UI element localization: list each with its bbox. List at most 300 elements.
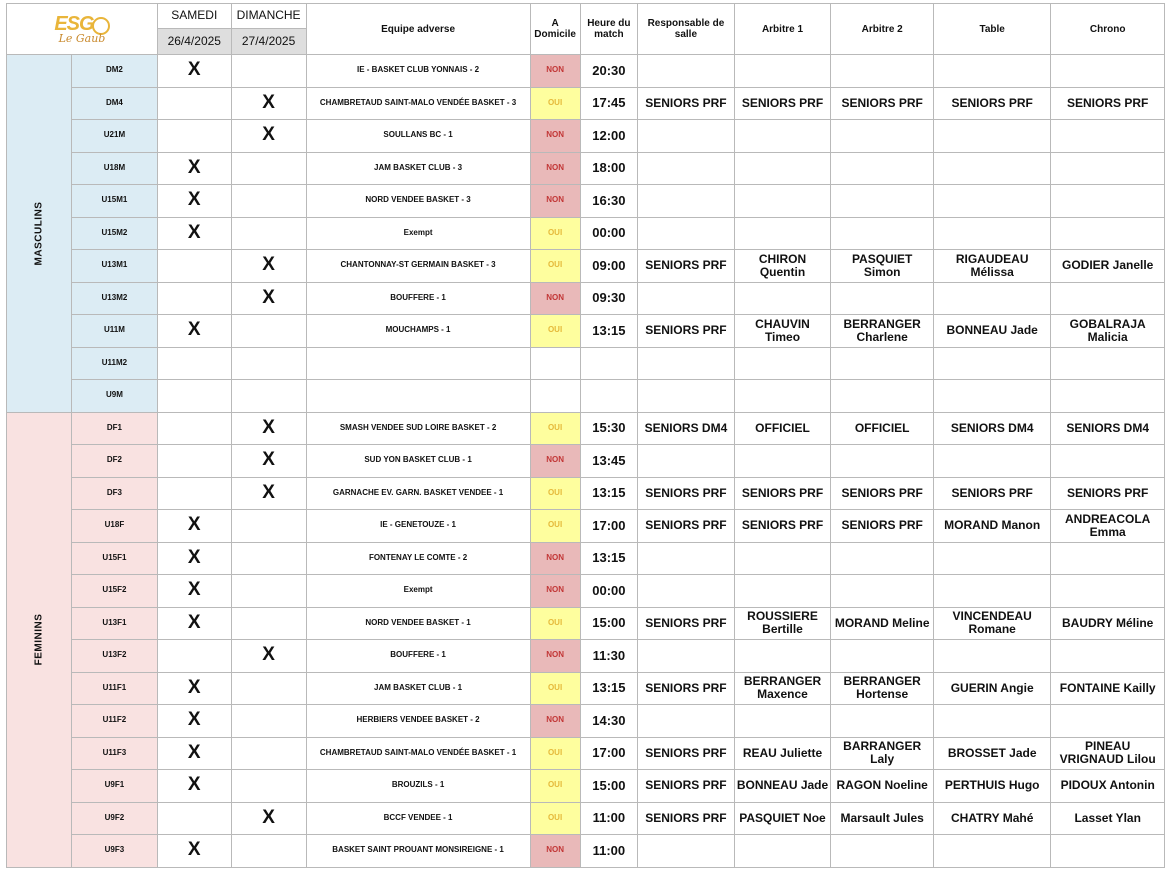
timer-cell: GODIER Janelle [1051, 250, 1165, 283]
team-code: U15F1 [71, 542, 157, 575]
saturday-mark: X [157, 217, 231, 250]
home-cell: OUI [530, 250, 580, 283]
table-cell [933, 542, 1050, 575]
table-header: Table [933, 4, 1050, 55]
team-code: U21M [71, 120, 157, 153]
referee2-cell: RAGON Noeline [831, 770, 934, 803]
referee2-cell [831, 705, 934, 738]
referee2-cell [831, 575, 934, 608]
team-code: U9F3 [71, 835, 157, 868]
timer-cell [1051, 120, 1165, 153]
time-cell: 16:30 [580, 185, 638, 218]
saturday-date: 26/4/2025 [157, 29, 231, 55]
timer-cell [1051, 445, 1165, 478]
table-cell [933, 55, 1050, 88]
sunday-mark [231, 672, 306, 705]
time-cell: 12:00 [580, 120, 638, 153]
schedule-row [7, 87, 1165, 120]
saturday-mark [157, 120, 231, 153]
table-cell [933, 445, 1050, 478]
group-label-cell [7, 412, 72, 867]
opponent-cell: IE - GENETOUZE - 1 [306, 510, 530, 543]
opponent-cell: SUD YON BASKET CLUB - 1 [306, 445, 530, 478]
saturday-mark: X [157, 315, 231, 348]
team-code: U11F1 [71, 672, 157, 705]
home-cell: OUI [530, 607, 580, 640]
opponent-cell: JAM BASKET CLUB - 3 [306, 152, 530, 185]
schedule-row [7, 347, 1165, 380]
sunday-mark [231, 347, 306, 380]
hall-manager-header: Responsable de salle [638, 4, 734, 55]
sunday-mark: X [231, 282, 306, 315]
table-cell [933, 575, 1050, 608]
time-cell: 11:00 [580, 802, 638, 835]
referee2-cell [831, 217, 934, 250]
home-cell: OUI [530, 510, 580, 543]
table-cell [933, 380, 1050, 413]
referee1-cell [734, 282, 831, 315]
referee1-cell [734, 380, 831, 413]
sunday-mark [231, 607, 306, 640]
schedule-row [7, 640, 1165, 673]
opponent-cell: BOUFFERE - 1 [306, 282, 530, 315]
saturday-mark [157, 282, 231, 315]
referee2-cell: BERRANGER Hortense [831, 672, 934, 705]
time-cell: 13:15 [580, 672, 638, 705]
schedule-row [7, 542, 1165, 575]
time-cell: 09:30 [580, 282, 638, 315]
referee1-cell [734, 705, 831, 738]
referee1-cell [734, 217, 831, 250]
table-cell: CHATRY Mahé [933, 802, 1050, 835]
hall-manager-cell: SENIORS PRF [638, 802, 734, 835]
logo-subtitle: Le Gaub [58, 31, 106, 45]
opponent-header: Equipe adverse [306, 4, 530, 55]
referee2-cell [831, 185, 934, 218]
sunday-mark: X [231, 87, 306, 120]
home-cell: NON [530, 185, 580, 218]
schedule-row [7, 737, 1165, 770]
time-cell [580, 380, 638, 413]
sunday-header: DIMANCHE [231, 4, 306, 29]
timer-cell [1051, 380, 1165, 413]
opponent-cell [306, 347, 530, 380]
team-code: U11M [71, 315, 157, 348]
timer-cell [1051, 705, 1165, 738]
referee2-cell: SENIORS PRF [831, 510, 934, 543]
opponent-cell: BASKET SAINT PROUANT MONSIREIGNE - 1 [306, 835, 530, 868]
hall-manager-cell: SENIORS DM4 [638, 412, 734, 445]
referee2-cell [831, 347, 934, 380]
sunday-mark [231, 315, 306, 348]
schedule-row [7, 477, 1165, 510]
saturday-mark: X [157, 575, 231, 608]
saturday-mark: X [157, 510, 231, 543]
hall-manager-cell: SENIORS PRF [638, 770, 734, 803]
team-code: DM4 [71, 87, 157, 120]
referee1-cell: REAU Juliette [734, 737, 831, 770]
opponent-cell [306, 380, 530, 413]
sunday-mark [231, 185, 306, 218]
timer-cell: SENIORS PRF [1051, 87, 1165, 120]
referee2-cell: SENIORS PRF [831, 87, 934, 120]
table-cell [933, 152, 1050, 185]
hall-manager-cell [638, 705, 734, 738]
home-cell: OUI [530, 315, 580, 348]
time-cell: 13:15 [580, 542, 638, 575]
opponent-cell: CHAMBRETAUD SAINT-MALO VENDÉE BASKET - 1 [306, 737, 530, 770]
home-cell: NON [530, 120, 580, 153]
saturday-mark: X [157, 705, 231, 738]
home-cell: NON [530, 835, 580, 868]
opponent-cell: MOUCHAMPS - 1 [306, 315, 530, 348]
referee1-cell: OFFICIEL [734, 412, 831, 445]
referee2-cell [831, 640, 934, 673]
referee1-cell: SENIORS PRF [734, 510, 831, 543]
sunday-mark [231, 217, 306, 250]
timer-cell [1051, 282, 1165, 315]
referee1-cell: SENIORS PRF [734, 477, 831, 510]
timer-header: Chrono [1051, 4, 1165, 55]
sunday-date: 27/4/2025 [231, 29, 306, 55]
referee2-cell: BERRANGER Charlene [831, 315, 934, 348]
referee1-cell [734, 445, 831, 478]
sunday-mark [231, 542, 306, 575]
schedule-row [7, 607, 1165, 640]
timer-cell [1051, 152, 1165, 185]
table-cell [933, 120, 1050, 153]
referee2-cell: BARRANGER Laly [831, 737, 934, 770]
home-cell [530, 380, 580, 413]
referee2-cell: SENIORS PRF [831, 477, 934, 510]
group-label-cell [7, 55, 72, 413]
opponent-cell: BROUZILS - 1 [306, 770, 530, 803]
hall-manager-cell [638, 347, 734, 380]
schedule-row [7, 835, 1165, 868]
hall-manager-cell: SENIORS PRF [638, 510, 734, 543]
team-code: U13F1 [71, 607, 157, 640]
team-code: DF1 [71, 412, 157, 445]
schedule-row [7, 315, 1165, 348]
home-cell: OUI [530, 770, 580, 803]
time-cell: 15:00 [580, 770, 638, 803]
schedule-row [7, 55, 1165, 88]
referee2-cell [831, 380, 934, 413]
sunday-mark [231, 835, 306, 868]
referee1-cell [734, 185, 831, 218]
opponent-cell: SMASH VENDEE SUD LOIRE BASKET - 2 [306, 412, 530, 445]
header-row [7, 4, 1165, 29]
table-cell: SENIORS PRF [933, 477, 1050, 510]
opponent-cell: SOULLANS BC - 1 [306, 120, 530, 153]
club-logo [7, 4, 158, 55]
hall-manager-cell [638, 835, 734, 868]
opponent-cell: FONTENAY LE COMTE - 2 [306, 542, 530, 575]
referee2-cell: Marsault Jules [831, 802, 934, 835]
table-cell [933, 835, 1050, 868]
home-cell: NON [530, 640, 580, 673]
referee2-cell [831, 282, 934, 315]
referee2-cell: OFFICIEL [831, 412, 934, 445]
opponent-cell: CHAMBRETAUD SAINT-MALO VENDÉE BASKET - 3 [306, 87, 530, 120]
home-cell: OUI [530, 802, 580, 835]
sunday-mark [231, 705, 306, 738]
sunday-mark: X [231, 250, 306, 283]
sunday-mark: X [231, 445, 306, 478]
hall-manager-cell: SENIORS PRF [638, 315, 734, 348]
timer-cell: GOBALRAJA Malicia [1051, 315, 1165, 348]
hall-manager-cell: SENIORS PRF [638, 737, 734, 770]
team-code: DM2 [71, 55, 157, 88]
referee2-header: Arbitre 2 [831, 4, 934, 55]
saturday-mark [157, 87, 231, 120]
opponent-cell: JAM BASKET CLUB - 1 [306, 672, 530, 705]
referee2-cell [831, 55, 934, 88]
hall-manager-cell: SENIORS PRF [638, 87, 734, 120]
schedule-row [7, 705, 1165, 738]
referee1-cell [734, 542, 831, 575]
time-cell: 11:00 [580, 835, 638, 868]
home-cell: NON [530, 542, 580, 575]
time-cell: 20:30 [580, 55, 638, 88]
saturday-mark: X [157, 185, 231, 218]
logo-brand: ESG [54, 12, 94, 35]
saturday-mark [157, 250, 231, 283]
time-cell [580, 347, 638, 380]
timer-cell [1051, 347, 1165, 380]
team-code: U11M2 [71, 347, 157, 380]
time-cell: 13:45 [580, 445, 638, 478]
sunday-mark: X [231, 120, 306, 153]
time-cell: 09:00 [580, 250, 638, 283]
group-label: MASCULINS [33, 201, 45, 266]
home-header: A Domicile [530, 4, 580, 55]
timer-cell: BAUDRY Méline [1051, 607, 1165, 640]
home-cell: OUI [530, 477, 580, 510]
time-cell: 15:30 [580, 412, 638, 445]
hall-manager-cell [638, 575, 734, 608]
sunday-mark [231, 380, 306, 413]
schedule-row [7, 185, 1165, 218]
timer-cell: ANDREACOLA Emma [1051, 510, 1165, 543]
hall-manager-cell [638, 55, 734, 88]
table-cell: RIGAUDEAU Mélissa [933, 250, 1050, 283]
sunday-mark: X [231, 412, 306, 445]
time-cell: 17:00 [580, 510, 638, 543]
time-cell: 00:00 [580, 575, 638, 608]
home-cell: NON [530, 282, 580, 315]
opponent-cell: BCCF VENDEE - 1 [306, 802, 530, 835]
saturday-mark [157, 477, 231, 510]
schedule-row [7, 510, 1165, 543]
table-cell [933, 185, 1050, 218]
schedule-row [7, 412, 1165, 445]
schedule-row [7, 152, 1165, 185]
saturday-mark [157, 802, 231, 835]
team-code: U13M2 [71, 282, 157, 315]
table-cell: PERTHUIS Hugo [933, 770, 1050, 803]
hall-manager-cell [638, 640, 734, 673]
referee1-cell [734, 575, 831, 608]
timer-cell [1051, 185, 1165, 218]
referee1-cell: ROUSSIERE Bertille [734, 607, 831, 640]
saturday-header: SAMEDI [157, 4, 231, 29]
saturday-mark: X [157, 607, 231, 640]
opponent-cell: Exempt [306, 217, 530, 250]
hall-manager-cell [638, 120, 734, 153]
team-code: U18M [71, 152, 157, 185]
hall-manager-cell [638, 282, 734, 315]
referee1-cell [734, 347, 831, 380]
referee2-cell: PASQUIET Simon [831, 250, 934, 283]
timer-cell: PINEAU VRIGNAUD Lilou [1051, 737, 1165, 770]
saturday-mark [157, 412, 231, 445]
table-cell [933, 347, 1050, 380]
time-header: Heure du match [580, 4, 638, 55]
match-schedule-table [6, 3, 1165, 868]
referee2-cell: MORAND Meline [831, 607, 934, 640]
team-code: U9F1 [71, 770, 157, 803]
saturday-mark: X [157, 55, 231, 88]
timer-cell: SENIORS PRF [1051, 477, 1165, 510]
team-code: DF2 [71, 445, 157, 478]
hall-manager-cell: SENIORS PRF [638, 672, 734, 705]
time-cell: 17:45 [580, 87, 638, 120]
team-code: U15F2 [71, 575, 157, 608]
referee1-cell: CHAUVIN Timeo [734, 315, 831, 348]
time-cell: 00:00 [580, 217, 638, 250]
saturday-mark: X [157, 672, 231, 705]
hall-manager-cell [638, 445, 734, 478]
sunday-mark [231, 152, 306, 185]
opponent-cell: CHANTONNAY-ST GERMAIN BASKET - 3 [306, 250, 530, 283]
sunday-mark: X [231, 802, 306, 835]
time-cell: 18:00 [580, 152, 638, 185]
sunday-mark [231, 510, 306, 543]
time-cell: 11:30 [580, 640, 638, 673]
home-cell [530, 347, 580, 380]
referee1-cell: BERRANGER Maxence [734, 672, 831, 705]
home-cell: OUI [530, 672, 580, 705]
schedule-row [7, 250, 1165, 283]
referee1-cell [734, 120, 831, 153]
table-cell: VINCENDEAU Romane [933, 607, 1050, 640]
team-code: U15M1 [71, 185, 157, 218]
table-cell: SENIORS DM4 [933, 412, 1050, 445]
opponent-cell: Exempt [306, 575, 530, 608]
saturday-mark: X [157, 737, 231, 770]
referee1-header: Arbitre 1 [734, 4, 831, 55]
table-cell [933, 705, 1050, 738]
opponent-cell: IE - BASKET CLUB YONNAIS - 2 [306, 55, 530, 88]
schedule-row [7, 770, 1165, 803]
referee2-cell [831, 542, 934, 575]
home-cell: NON [530, 705, 580, 738]
referee2-cell [831, 152, 934, 185]
team-code: DF3 [71, 477, 157, 510]
hall-manager-cell: SENIORS PRF [638, 477, 734, 510]
saturday-mark: X [157, 835, 231, 868]
team-code: U13F2 [71, 640, 157, 673]
schedule-row [7, 672, 1165, 705]
table-cell [933, 217, 1050, 250]
group-label: FEMININS [33, 613, 45, 666]
hall-manager-cell [638, 217, 734, 250]
saturday-mark: X [157, 152, 231, 185]
table-cell: GUERIN Angie [933, 672, 1050, 705]
sunday-mark [231, 770, 306, 803]
team-code: U18F [71, 510, 157, 543]
home-cell: OUI [530, 217, 580, 250]
referee2-cell [831, 445, 934, 478]
timer-cell [1051, 55, 1165, 88]
hall-manager-cell: SENIORS PRF [638, 607, 734, 640]
table-cell: BONNEAU Jade [933, 315, 1050, 348]
table-cell [933, 640, 1050, 673]
referee1-cell: SENIORS PRF [734, 87, 831, 120]
sunday-mark: X [231, 640, 306, 673]
home-cell: OUI [530, 412, 580, 445]
referee1-cell: BONNEAU Jade [734, 770, 831, 803]
sunday-mark [231, 737, 306, 770]
saturday-mark [157, 347, 231, 380]
opponent-cell: HERBIERS VENDEE BASKET - 2 [306, 705, 530, 738]
referee2-cell [831, 835, 934, 868]
referee1-cell: CHIRON Quentin [734, 250, 831, 283]
sunday-mark [231, 575, 306, 608]
home-cell: NON [530, 445, 580, 478]
table-cell: MORAND Manon [933, 510, 1050, 543]
team-code: U9F2 [71, 802, 157, 835]
time-cell: 13:15 [580, 315, 638, 348]
saturday-mark: X [157, 770, 231, 803]
timer-cell: Lasset Ylan [1051, 802, 1165, 835]
time-cell: 13:15 [580, 477, 638, 510]
sunday-mark [231, 55, 306, 88]
opponent-cell: NORD VENDEE BASKET - 1 [306, 607, 530, 640]
referee1-cell [734, 640, 831, 673]
timer-cell: FONTAINE Kailly [1051, 672, 1165, 705]
table-cell: BROSSET Jade [933, 737, 1050, 770]
time-cell: 17:00 [580, 737, 638, 770]
timer-cell [1051, 835, 1165, 868]
home-cell: NON [530, 55, 580, 88]
referee1-cell [734, 835, 831, 868]
table-cell: SENIORS PRF [933, 87, 1050, 120]
saturday-mark [157, 640, 231, 673]
hall-manager-cell: SENIORS PRF [638, 250, 734, 283]
home-cell: OUI [530, 87, 580, 120]
schedule-row [7, 217, 1165, 250]
team-code: U13M1 [71, 250, 157, 283]
time-cell: 14:30 [580, 705, 638, 738]
home-cell: NON [530, 152, 580, 185]
table-cell [933, 282, 1050, 315]
saturday-mark [157, 380, 231, 413]
hall-manager-cell [638, 185, 734, 218]
hall-manager-cell [638, 152, 734, 185]
team-code: U11F2 [71, 705, 157, 738]
timer-cell: PIDOUX Antonin [1051, 770, 1165, 803]
timer-cell: SENIORS DM4 [1051, 412, 1165, 445]
hall-manager-cell [638, 380, 734, 413]
referee2-cell [831, 120, 934, 153]
schedule-row [7, 120, 1165, 153]
sunday-mark: X [231, 477, 306, 510]
team-code: U9M [71, 380, 157, 413]
schedule-row [7, 575, 1165, 608]
hall-manager-cell [638, 542, 734, 575]
